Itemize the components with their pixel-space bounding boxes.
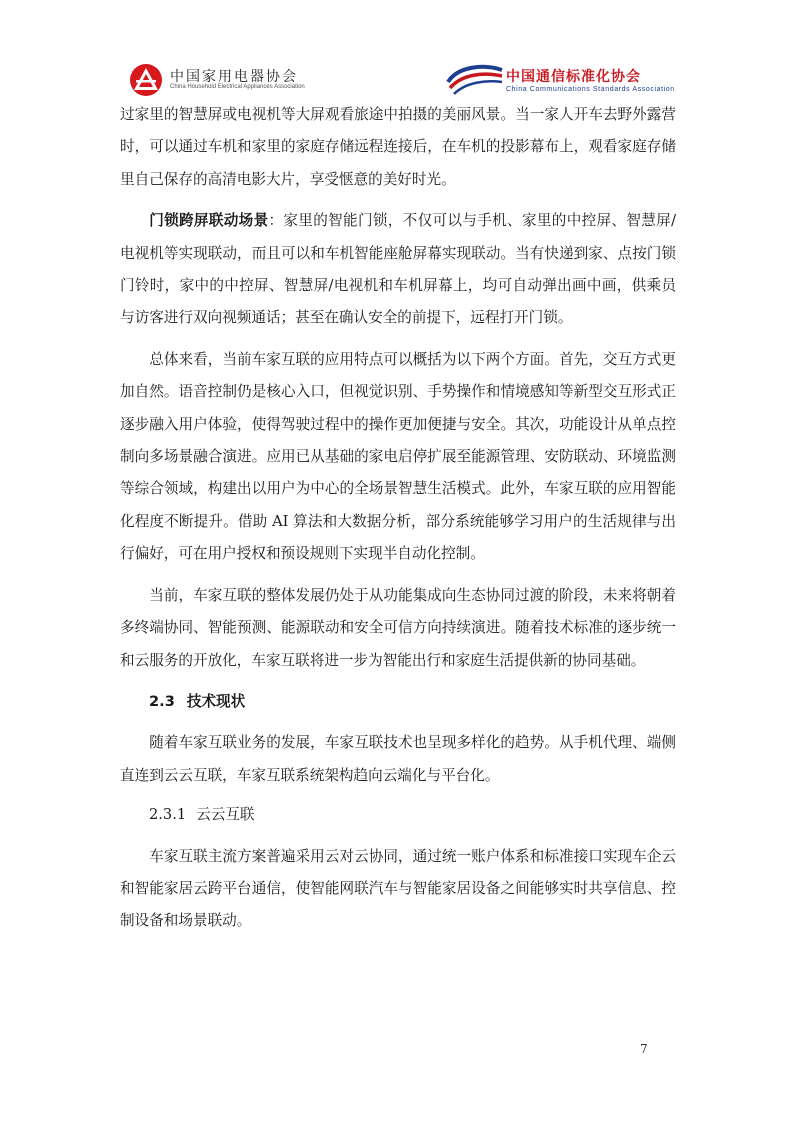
page-header <box>0 0 794 100</box>
section-title: 技术现状 <box>186 692 246 710</box>
ccsa-logo <box>444 62 684 98</box>
ccsa-name-en: China Communications Standards Association <box>506 86 675 93</box>
cha-emblem-icon <box>128 62 164 98</box>
scenario-body: ：家里的智能门锁，不仅可以与手机、家里的中控屏、智慧屏/电视机等实现联动，而且可以和车机智能座舱屏幕实现联动。当有快递到家、点按门锁门铃时，家中的中控屏、智慧屏/电视机和车机屏幕上，均可自动弹出画中画，供乘员与访客进行双向视频通话；甚至在确认安全的前提下，远程打开门锁。 <box>120 212 676 327</box>
section-heading-2-3-1 <box>120 799 676 831</box>
paragraph-tech-trend: 随着车家互联业务的发展，车家互联技术也呈现多样化的趋势。从手机代理、端侧直连到云云互联，车家互联系统架构趋向云端化与平台化。 <box>120 734 676 784</box>
subsection-title: 云云互联 <box>196 806 255 824</box>
ccsa-name-cn: 中国通信标准化协会 <box>506 69 641 85</box>
scenario-title: 门锁跨屏联动场景 <box>149 212 269 230</box>
paragraph-summary: 总体来看，当前车家互联的应用特点可以概括为以下两个方面。首先，交互方式更加自然。语音控制仍是核心入口，但视觉识别、手势操作和情境感知等新型交互形式正逐步融入用户体验，使得驾驶过程中的操作更加便捷与安全。其次，功能设计从单点控制向多场景融合演进。应用已从基础的家电启停扩展至能源管理、安防联动、环境监测等综合领域，构建出以用户为中心的全场景智慧生活模式。此外，车家互联的应用智能化程度不断提升。借助 AI 算法和大数据分析，部分系统能够学习用户的生活规律与出行偏好，可在用户授权和预设规则下实现半自动化控制。 <box>120 350 676 563</box>
paragraph-continued: 过家里的智慧屏或电视机等大屏观看旅途中拍摄的美丽风景。当一家人开车去野外露营时，可以通过车机和家里的家庭存储远程连接后，在车机的投影幕布上，观看家庭存储里自己保存的高清电影大片，享受惬意的美好时光。 <box>120 106 676 188</box>
paragraph-cloud-to-cloud: 车家互联主流方案普遍采用云对云协同，通过统一账户体系和标准接口实现车企云和智能家居云跨平台通信，使智能网联汽车与智能家居设备之间能够实时共享信息、控制设备和场景联动。 <box>120 847 676 930</box>
document-body <box>120 99 676 938</box>
section-heading-2-3 <box>120 686 676 718</box>
cha-logo <box>128 62 428 98</box>
paragraph-outlook: 当前，车家互联的整体发展仍处于从功能集成向生态协同过渡的阶段，未来将朝着多终端协同、智能预测、能源联动和安全可信方向持续演进。随着技术标准的逐步统一和云服务的开放化，车家互联将进一步为智能出行和家庭生活提供新的协同基础。 <box>120 586 676 669</box>
cha-name-cn: 中国家用电器协会 <box>170 69 298 85</box>
subsection-number: 2.3.1 <box>149 806 187 824</box>
paragraph-door-lock-scenario <box>120 205 676 335</box>
ccsa-emblem-icon <box>444 62 504 98</box>
section-number: 2.3 <box>149 692 175 710</box>
cha-name-en: China Household Electrical Appliances Association <box>170 84 305 90</box>
page-number: 7 <box>640 1042 648 1056</box>
